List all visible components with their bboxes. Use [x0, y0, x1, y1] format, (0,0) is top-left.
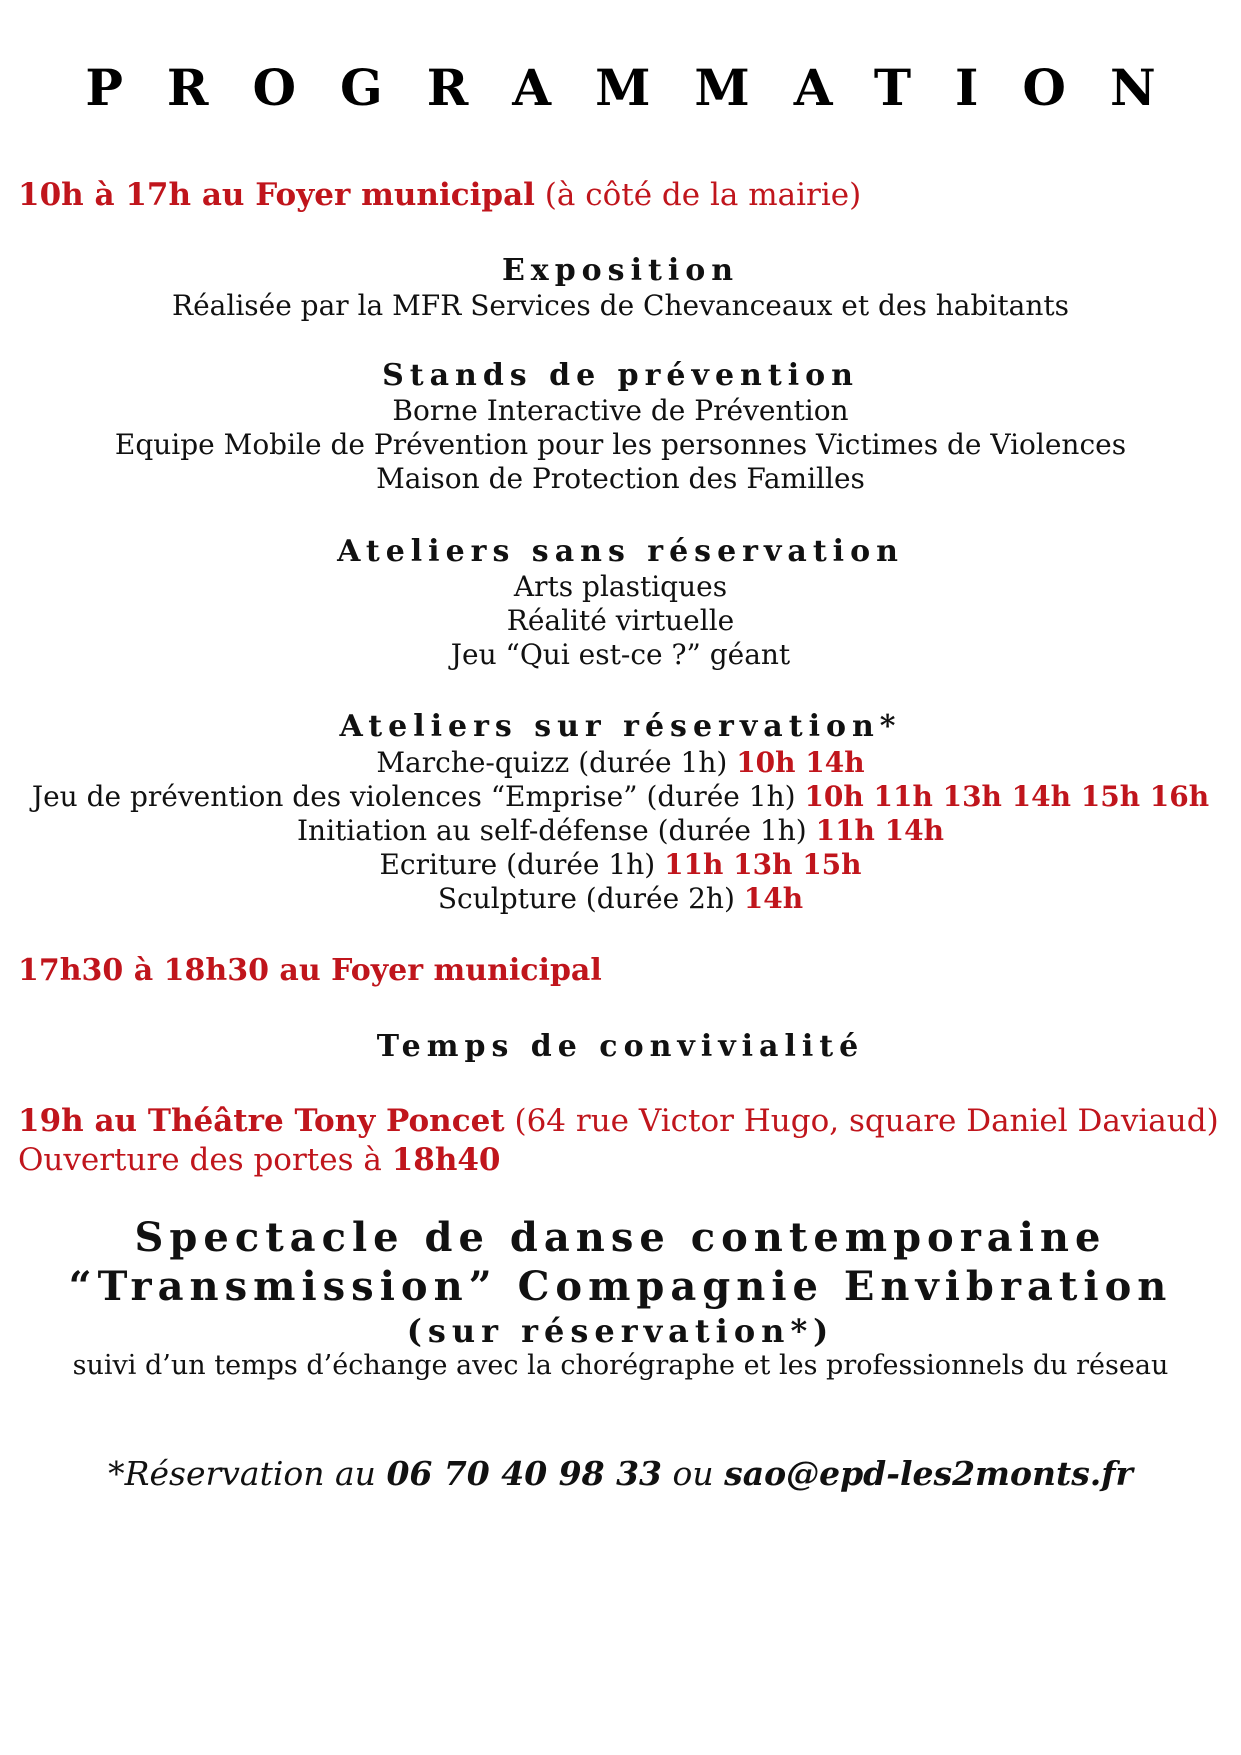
ateliers-sans-item: Jeu “Qui est-ce ?” géant — [450, 638, 791, 671]
stands-item: Borne Interactive de Prévention — [392, 394, 849, 427]
convivialite-heading: Temps de convivialité — [376, 1029, 865, 1064]
atelier-times: 10h 14h — [736, 746, 865, 779]
exposition-text: Réalisée par la MFR Services de Chevanceaux et des habitants — [172, 289, 1069, 322]
stands-heading: Stands de prévention — [382, 358, 859, 393]
atelier-row — [0, 744, 1241, 782]
show-followup-note: suivi d’un temps d’échange avec la chorégraphe et les professionnels du réseau — [72, 1350, 1169, 1381]
atelier-label: Ecriture (durée 1h) — [379, 848, 656, 881]
show-reservation-note: (sur réservation*) — [406, 1312, 835, 1350]
ateliers-sans-item: Arts plastiques — [513, 570, 728, 603]
ateliers-sans-heading: Ateliers sans réservation — [337, 534, 904, 569]
block1-time-line — [18, 176, 1238, 214]
ateliers-sur-heading: Ateliers sur réservation* — [339, 709, 902, 744]
atelier-times: 11h 13h 15h — [664, 848, 862, 881]
atelier-label: Initiation au self-défense (durée 1h) — [297, 814, 807, 847]
show-title-line1: Spectacle de danse contemporaine — [134, 1214, 1107, 1261]
footer-or: ou — [672, 1454, 714, 1493]
doors-label: Ouverture des portes à — [18, 1142, 382, 1178]
atelier-row — [0, 880, 1241, 918]
reservation-footer — [0, 1452, 1241, 1496]
exposition-heading: Exposition — [501, 253, 740, 288]
ateliers-sans-item: Réalité virtuelle — [506, 604, 735, 637]
atelier-times: 11h 14h — [815, 814, 944, 847]
block3-time-line — [18, 1102, 1238, 1140]
block1-detail: (à côté de la mairie) — [544, 177, 862, 213]
stands-item: Equipe Mobile de Prévention pour les personnes Victimes de Violences — [114, 428, 1127, 461]
block3-time-place: 19h au Théâtre Tony Poncet — [18, 1103, 505, 1139]
atelier-row — [0, 778, 1241, 816]
atelier-times: 14h — [743, 882, 804, 915]
atelier-label: Jeu de prévention des violences “Emprise” (durée 1h) — [31, 780, 796, 813]
block1-time-place: 10h à 17h au Foyer municipal — [18, 177, 535, 213]
atelier-row — [0, 812, 1241, 850]
atelier-label: Sculpture (durée 2h) — [437, 882, 735, 915]
footer-email: sao@epd-les2monts.fr — [724, 1454, 1133, 1493]
atelier-times: 10h 11h 13h 14h 15h 16h — [804, 780, 1210, 813]
footer-prefix: *Réservation au — [108, 1454, 376, 1493]
doors-time: 18h40 — [391, 1142, 501, 1178]
footer-phone: 06 70 40 98 33 — [386, 1454, 663, 1493]
page-title: PROGRAMMATION — [85, 58, 1200, 117]
atelier-label: Marche-quizz (durée 1h) — [376, 746, 728, 779]
atelier-row — [0, 846, 1241, 884]
block3-address: (64 rue Victor Hugo, square Daniel Daviaud) — [514, 1103, 1219, 1139]
stands-item: Maison de Protection des Familles — [376, 462, 865, 495]
block2-time-place: 17h30 à 18h30 au Foyer municipal — [18, 953, 602, 988]
show-title-line2: “Transmission” Compagnie Envibration — [68, 1263, 1173, 1310]
doors-line — [18, 1141, 1238, 1179]
